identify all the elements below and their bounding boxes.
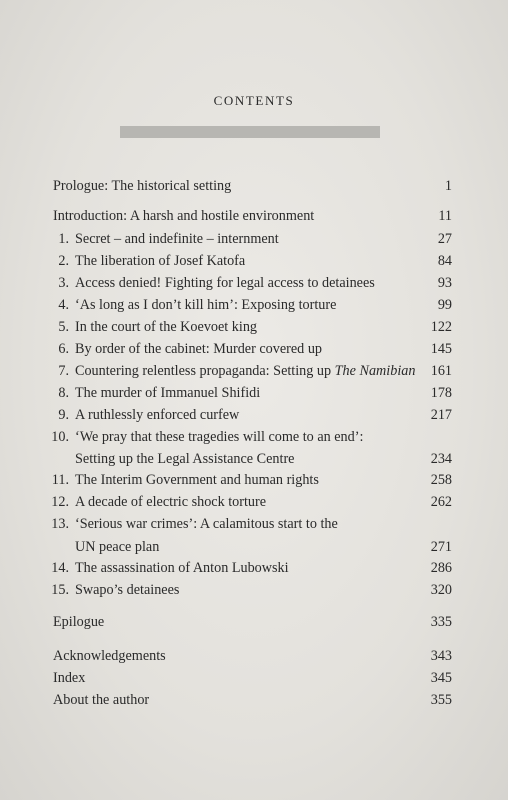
entry-title: ‘We pray that these tragedies will come to an end’:: [75, 429, 364, 445]
entry-title: Secret – and indefinite – internment: [75, 231, 279, 247]
page-number: 258: [430, 472, 452, 488]
toc-entry-chapter-5: [53, 317, 257, 337]
toc-entry-chapter-9: [53, 405, 239, 425]
page-number: 355: [430, 692, 452, 708]
chapter-number: 13.: [51, 516, 69, 532]
entry-title: By order of the cabinet: Murder covered up: [75, 341, 323, 357]
page-number: 262: [430, 494, 452, 510]
entry-title: About the author: [53, 692, 150, 708]
toc-entry-epilogue: [53, 612, 104, 632]
page-number: 99: [437, 297, 452, 313]
chapter-number: 6.: [58, 341, 69, 357]
toc-entry-chapter-12: [47, 492, 266, 512]
toc-entry-about-the-author: [53, 690, 149, 710]
page-number: 1: [444, 178, 452, 194]
toc-entry-chapter-10: [47, 427, 363, 447]
toc-entry-chapter-7: [53, 361, 415, 381]
toc-entry-chapter-15: [47, 580, 179, 600]
page-number: 271: [430, 539, 452, 555]
toc-entry-chapter-13: [47, 514, 338, 534]
toc-entry-chapter-13-continued: [75, 537, 159, 557]
entry-title: Index: [53, 670, 86, 686]
toc-entry-prologue: [53, 176, 231, 196]
chapter-number: 2.: [58, 253, 69, 269]
page-number: 145: [430, 341, 452, 357]
page-number: 217: [430, 407, 452, 423]
page-number: 343: [430, 648, 452, 664]
entry-title: The murder of Immanuel Shifidi: [75, 385, 261, 401]
toc-entry-chapter-10-continued: [75, 449, 294, 469]
entry-title: Acknowledgements: [53, 648, 166, 664]
entry-title: ‘Serious war crimes’: A calamitous start to the: [75, 516, 338, 532]
entry-title: A decade of electric shock torture: [75, 494, 267, 510]
entry-title: A ruthlessly enforced curfew: [75, 407, 240, 423]
entry-title-line2: Setting up the Legal Assistance Centre: [75, 451, 295, 467]
chapter-number: 5.: [58, 319, 69, 335]
page-number: 320: [430, 582, 452, 598]
toc-entry-index: [53, 668, 85, 688]
page-number: 122: [430, 319, 452, 335]
toc-entry-chapter-2: [53, 251, 245, 271]
entry-title: The liberation of Josef Katofa: [75, 253, 246, 269]
entry-title: Swapo’s detainees: [75, 582, 180, 598]
page-number: 27: [437, 231, 452, 247]
entry-title: Countering relentless propaganda: Setting up: [75, 363, 332, 379]
entry-title: Prologue: The historical setting: [53, 178, 232, 194]
entry-title: Epilogue: [53, 614, 105, 630]
entry-title: Introduction: A harsh and hostile environment: [53, 208, 315, 224]
chapter-number: 12.: [51, 494, 69, 510]
chapter-number: 10.: [51, 429, 69, 445]
toc-entry-chapter-1: [53, 229, 279, 249]
page-number: 286: [430, 560, 452, 576]
toc-entry-chapter-11: [47, 470, 319, 490]
page-number: 11: [438, 208, 452, 224]
page-number: 84: [437, 253, 452, 269]
toc-entry-chapter-6: [53, 339, 322, 359]
page-number: 178: [430, 385, 452, 401]
chapter-number: 14.: [51, 560, 69, 576]
chapter-number: 1.: [58, 231, 69, 247]
entry-title: ‘As long as I don’t kill him’: Exposing torture: [75, 297, 337, 313]
chapter-number: 4.: [58, 297, 69, 313]
page-number: 345: [430, 670, 452, 686]
toc-entry-acknowledgements: [53, 646, 166, 666]
page-number: 335: [430, 614, 452, 630]
entry-title-line2: UN peace plan: [75, 539, 160, 555]
chapter-number: 7.: [58, 363, 69, 379]
entry-title: Access denied! Fighting for legal access to detainees: [75, 275, 375, 291]
contents-heading: CONTENTS: [213, 93, 295, 108]
toc-entry-chapter-4: [53, 295, 336, 315]
toc-entry-chapter-8: [53, 383, 260, 403]
toc-entry-introduction: [53, 206, 314, 226]
entry-title: In the court of the Koevoet king: [75, 319, 258, 335]
toc-entry-chapter-3: [53, 273, 375, 293]
chapter-number: 9.: [58, 407, 69, 423]
entry-title-italic: The Namibian: [334, 363, 416, 379]
page-number: 93: [437, 275, 452, 291]
chapter-number: 11.: [51, 472, 69, 488]
heading-rule: [120, 126, 380, 138]
chapter-number: 3.: [58, 275, 69, 291]
chapter-number: 15.: [51, 582, 69, 598]
toc-entry-chapter-14: [47, 558, 289, 578]
page-number: 234: [430, 451, 452, 467]
entry-title: The Interim Government and human rights: [75, 472, 319, 488]
entry-title: The assassination of Anton Lubowski: [75, 560, 289, 576]
chapter-number: 8.: [58, 385, 69, 401]
page-number: 161: [430, 363, 452, 379]
